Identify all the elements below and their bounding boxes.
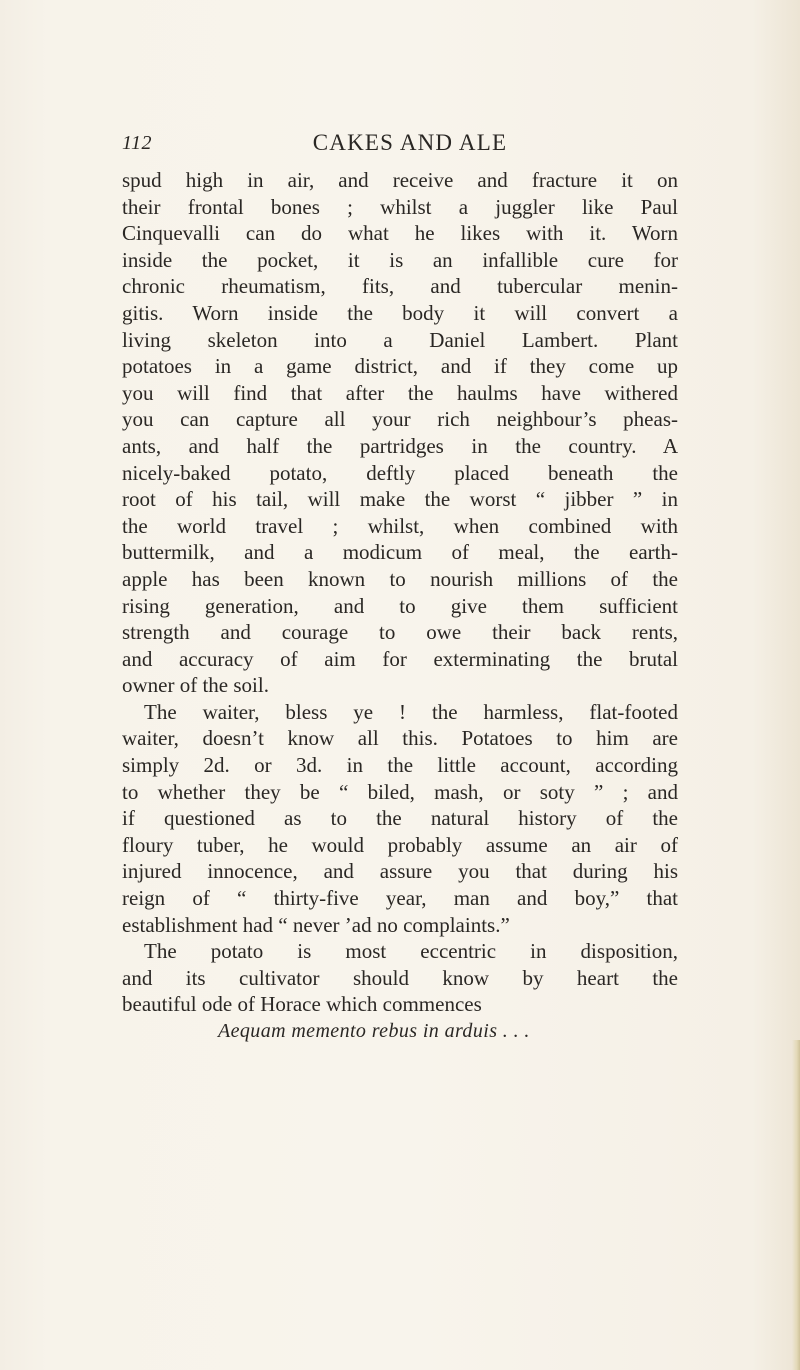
paragraph-end-line: owner of the soil.	[122, 673, 269, 698]
page-number: 112	[122, 132, 153, 154]
text-line: floury tuber, he would probably assume an air of	[122, 832, 678, 857]
paragraph-end-line: establishment had “ never ’ad no complaints.”	[122, 912, 510, 937]
text-line: rising generation, and to give them sufficient	[122, 593, 678, 618]
text-line: you can capture all your rich neighbour’s pheas-	[122, 407, 678, 432]
text-line: the world travel ; whilst, when combined with	[122, 513, 678, 538]
paragraph-start-line: The waiter, bless ye ! the harmless, flat-footed	[144, 699, 678, 724]
text-line: simply 2d. or 3d. in the little account, according	[122, 753, 678, 778]
latin-quotation: Aequam memento rebus in arduis . . .	[218, 1020, 530, 1042]
text-line: root of his tail, will make the worst “ jibber ” in	[122, 487, 678, 512]
text-line: if questioned as to the natural history of the	[122, 806, 678, 831]
running-head: CAKES AND ALE	[312, 130, 508, 155]
text-line: waiter, doesn’t know all this. Potatoes to him are	[122, 726, 678, 751]
text-line: ants, and half the partridges in the country. A	[122, 433, 678, 458]
text-line: living skeleton into a Daniel Lambert. Plant	[122, 327, 678, 352]
text-line: gitis. Worn inside the body it will convert a	[122, 300, 678, 325]
text-line: you will find that after the haulms have withered	[122, 380, 678, 405]
text-line: reign of “ thirty-five year, man and boy,” that	[122, 886, 678, 911]
text-line: injured innocence, and assure you that during his	[122, 859, 678, 884]
text-line: strength and courage to owe their back rents,	[122, 620, 678, 645]
text-line: and accuracy of aim for exterminating the brutal	[122, 646, 678, 671]
text-line: to whether they be “ biled, mash, or soty ” ; and	[122, 779, 678, 804]
text-line: chronic rheumatism, fits, and tubercular menin-	[122, 274, 678, 299]
text-line: and its cultivator should know by heart the	[122, 965, 678, 990]
text-line: their frontal bones ; whilst a juggler like Paul	[122, 194, 678, 219]
text-line: potatoes in a game district, and if they come up	[122, 354, 678, 379]
text-line: Cinquevalli can do what he likes with it. Worn	[122, 221, 678, 246]
text-line: inside the pocket, it is an infallible cure for	[122, 247, 678, 272]
text-line: apple has been known to nourish millions of the	[122, 566, 678, 591]
paragraph-start-line: The potato is most eccentric in disposition,	[144, 939, 678, 964]
text-line: buttermilk, and a modicum of meal, the earth-	[122, 540, 678, 565]
text-line: spud high in air, and receive and fracture it on	[122, 168, 678, 192]
page-edge-shadow	[792, 1040, 800, 1370]
paragraph-end-line: beautiful ode of Horace which commences	[122, 992, 482, 1017]
page-header	[0, 128, 800, 158]
text-line: nicely-baked potato, deftly placed beneath the	[122, 460, 678, 485]
body-text	[122, 167, 678, 1018]
